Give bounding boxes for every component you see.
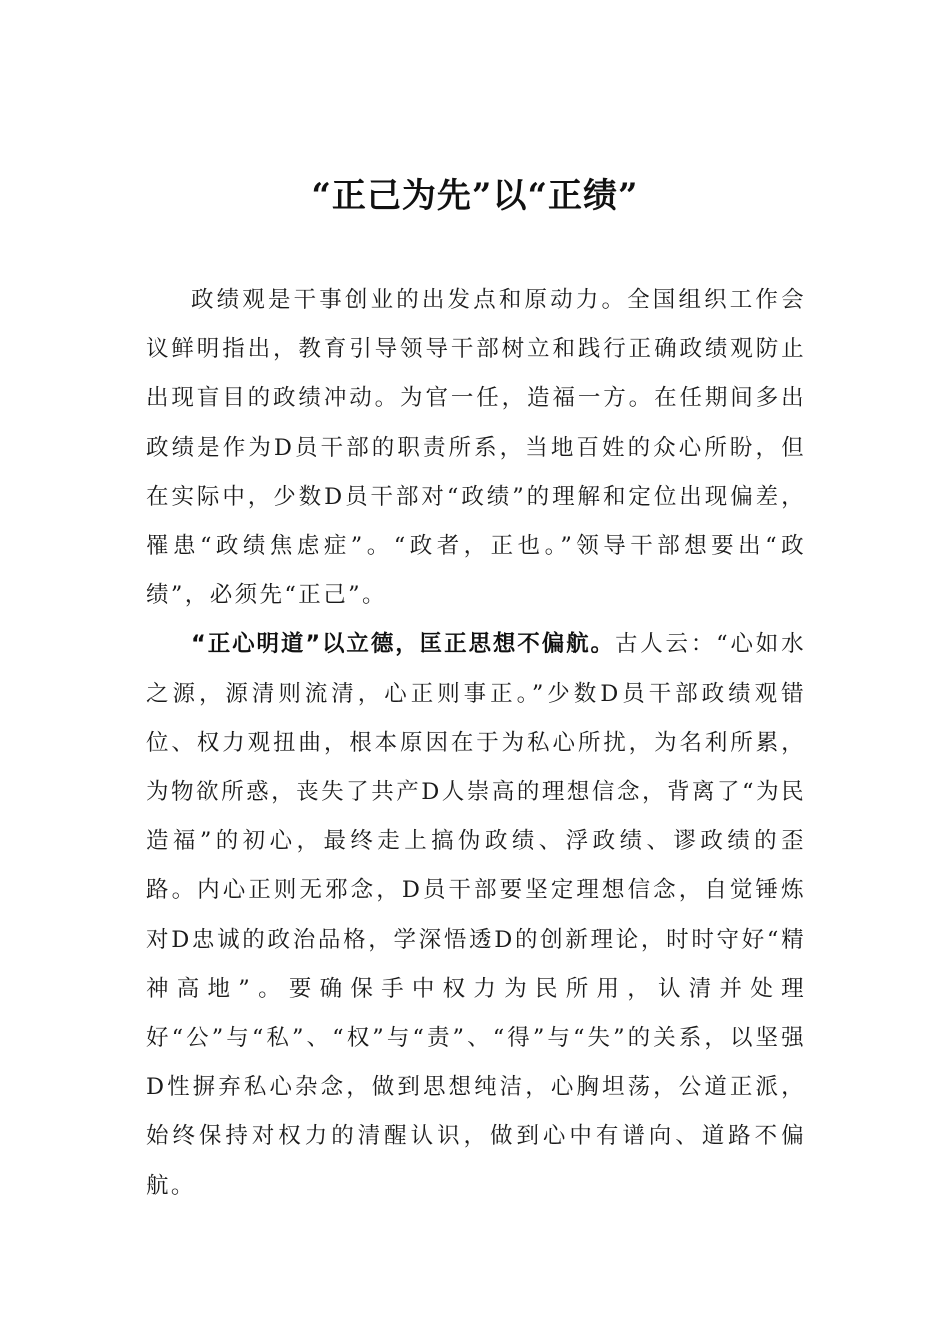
section-1-heading: “正心明道”以立德，匡正思想不偏航。 <box>191 631 615 658</box>
paragraph-intro <box>146 276 806 620</box>
section-1-text: 古人云：“心如水之源，源清则流清，心正则事正。”少数D员干部政绩观错位、权力观扭曲，根本原因在于为私心所扰，为名利所累，为物欲所惑，丧失了共产D人崇高的理想信念，背离了“为民造福”的初心，最终走上搞伪政绩、浮政绩、谬政绩的歪路。内心正则无邪念，D员干部要坚定理想信念，自觉锤炼对D忠诚的政治品格，学深悟透D的创新理论，时时守好“精神高地”。要确保手中权力为民所用，认清并处理好“公”与“私”、“权”与“责”、“得”与“失”的关系，以坚强D性摒弃私心杂念，做到思想纯洁，心胸坦荡，公道正派，始终保持对权力的清醒认识，做到心中有谱向、道路不偏航。 <box>146 631 807 1199</box>
paragraph-section-1 <box>146 620 806 1210</box>
document-title: “正己为先”以“正绩” <box>311 176 639 216</box>
document-body <box>146 276 806 1211</box>
paragraph-intro-text: 政绩观是干事创业的出发点和原动力。全国组织工作会议鲜明指出，教育引导领导干部树立和践行正确政绩观防止出现盲目的政绩冲动。为官一任，造福一方。在任期间多出政绩是作为D员干部的职责所系，当地百姓的众心所盼，但在实际中，少数D员干部对“政绩”的理解和定位出现偏差，罹患“政绩焦虑症”。“政者，正也。”领导干部想要出“政绩”，必须先“正己”。 <box>146 287 806 609</box>
